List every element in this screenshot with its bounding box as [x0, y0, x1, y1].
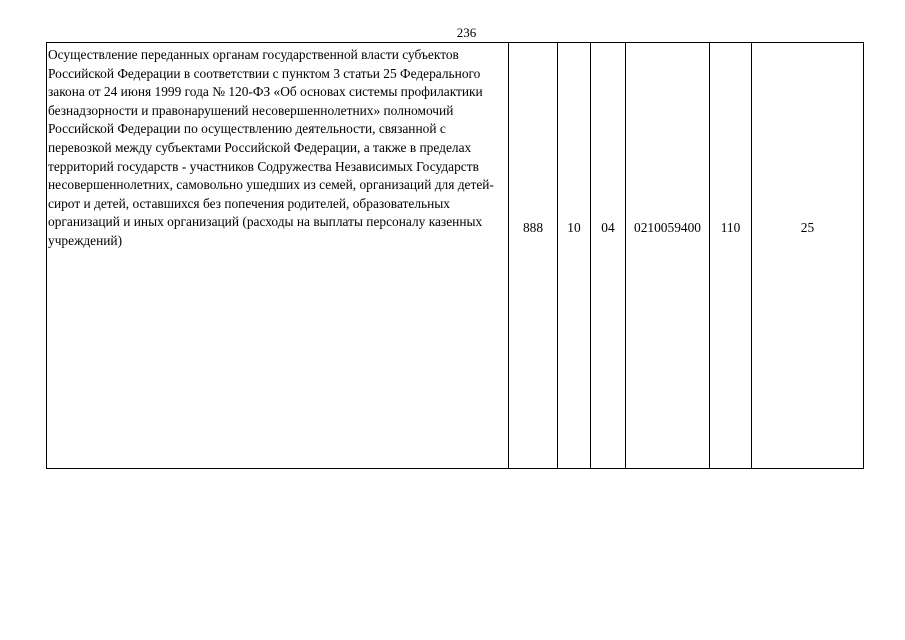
- amount-value: 25: [800, 220, 815, 236]
- section-code: 10: [567, 220, 581, 236]
- subsection-cell: [591, 43, 626, 469]
- row-description: Осуществление переданных органам государственной власти субъектов Российской Федерации в соответствии с пунктом 3 статьи 25 Федерального закона от 24 июня 1999 года № 120-ФЗ «Об основах системы профилактики безнадзорности и правонарушений несовершеннолетних» полномочий Российской Федерации по осуществлению деятельности, связанной с перевозкой между субъектами Российской Федерации, а также в пределах территорий государств - участников Содружества Независимых Государств несовершеннолетних, самовольно ушедших из семей, организаций для детей-сирот и детей, оставшихся без попечения родителей, образовательных организаций и иных организаций (расходы на выплаты персоналу казенных учреждений): [47, 43, 509, 469]
- ministry-code-cell: [509, 43, 558, 469]
- table-row: [47, 43, 864, 469]
- expense-type-code: 110: [720, 220, 741, 236]
- section-cell: [558, 43, 591, 469]
- ministry-code: 888: [522, 220, 544, 236]
- subsection-code: 04: [601, 220, 615, 236]
- amount-cell: [752, 43, 864, 469]
- target-article-cell: [626, 43, 710, 469]
- budget-table: [46, 42, 864, 469]
- expense-type-cell: [710, 43, 752, 469]
- page-number: 236: [456, 25, 477, 40]
- target-article-code: 0210059400: [634, 220, 701, 236]
